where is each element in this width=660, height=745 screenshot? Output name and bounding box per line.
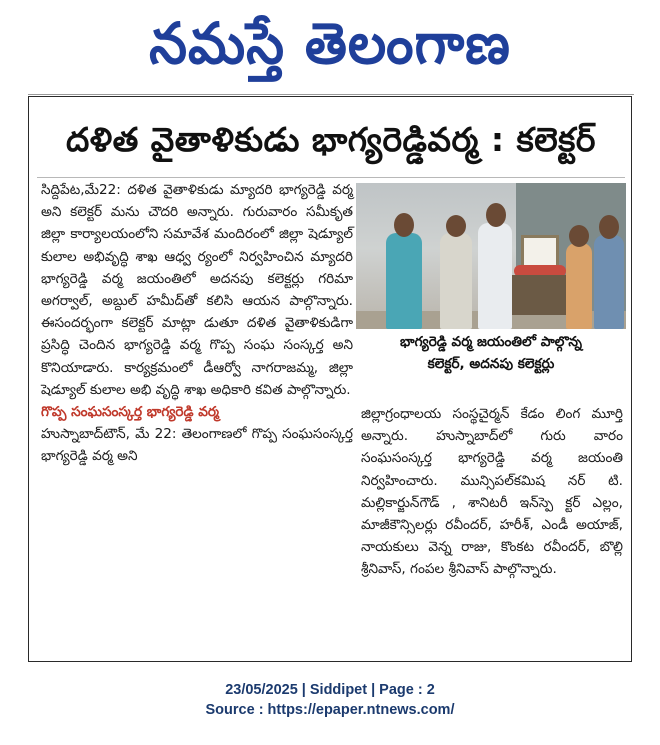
left-column: [41, 179, 353, 468]
left-column-body: సిద్దిపేట,మే22: దళిత వైతాళికుడు మ్యాదరి భాగ్యరెడ్డి వర్మ అని కలెక్టర్ మను చౌదరి అన్నారు. గురువారం సమీకృత జిల్లా కార్యాలయంలోని సమావేశ మందిరంలో జిల్లా షెడ్యూల్ కులాల అభివృద్ధి శాఖ ఆధ్వ ర్యంలో నిర్వహించిన మ్యాదరి భాగ్యరెడ్డి వర్మ జయంతిలో అదనపు కలెక్టర్లు గరిమా అగర్వాల్, అబ్దుల్ హమీద్‌తో కలిసి ఆయన పాల్గొన్నారు. ఈసందర్భంగా కలెక్టర్ మాట్లా డుతూ దళిత వైతాళికుడిగా ప్రసిద్ధి చెందిన భాగ్యరెడ్డి వర్మ గొప్ప సంఘ సంస్కర్త అని కొనియాడారు. కార్యక్రమంలో డీఆర్వో నాగరాజమ్మ, జిల్లా షెడ్యూల్ కులాల అభి వృద్ధి శాఖ అధికారి కవిత పాల్గొన్నారు.: [41, 182, 353, 398]
person-head: [446, 215, 466, 237]
article-clipping: [28, 96, 632, 662]
masthead: [0, 0, 660, 88]
person-head: [394, 213, 414, 237]
left-column-continuation: హుస్నాబాద్‌టౌన్, మే 22: తెలంగాణలో గొప్ప సంఘసంస్కర్త భాగ్యరెడ్డి వర్మ అని: [41, 426, 353, 465]
photo-caption: [356, 331, 626, 389]
photo-caption-line1: భాగ్యరెడ్డి వర్మ జయంతిలో పాల్గొన్న: [400, 334, 582, 350]
masthead-divider: [28, 94, 634, 95]
person-figure: [440, 233, 472, 329]
right-column: [361, 403, 623, 581]
person-figure: [386, 233, 422, 329]
person-figure: [478, 223, 512, 329]
newspaper-logo-title: నమస్తే తెలంగాణ: [149, 10, 511, 77]
person-head: [599, 215, 619, 239]
footer-meta: 23/05/2025 | Siddipet | Page : 2: [225, 682, 435, 698]
person-head: [569, 225, 589, 247]
page-footer: [0, 680, 660, 720]
event-photo: [356, 183, 626, 329]
footer-source: Source : https://epaper.ntnews.com/: [205, 702, 455, 718]
person-figure: [566, 243, 592, 329]
person-head: [486, 203, 506, 227]
headline-divider: [37, 177, 625, 178]
photo-caption-line2: కలెక్టర్, అదనపు కలెక్టర్లు: [427, 356, 555, 372]
article-headline: దళిత వైతాళికుడు భాగ్యరెడ్డివర్మ : కలెక్టర్: [66, 119, 596, 159]
person-figure: [594, 235, 624, 329]
article-subhead: గొప్ప సంఘసంస్కర్త భాగ్యరెడ్డి వర్మ: [41, 404, 220, 421]
right-column-body: జిల్లాగ్రంధాలయ సంస్థచైర్మన్ కేడం లింగ మూర్తి అన్నారు. హుస్నాబాద్‌లో గురు వారం సంఘసంస్కర్త భాగ్యరెడ్డి వర్మ జయంతి నిర్వహించారు. మున్సిపల్‌కమిష నర్ టి. మల్లికార్జున్‌గౌడ్ , శానిటరీ ఇన్‌స్పె క్టర్ ఎల్లం, మాజీకౌన్సిలర్లు రవీందర్, హరీశ్, ఎండీ అయాజ్, నాయకులు వెన్న రాజు, కొంకట రవీందర్, బొల్లి శ్రీనివాస్, గంపల శ్రీనివాస్ పాల్గొన్నారు.: [361, 406, 623, 578]
